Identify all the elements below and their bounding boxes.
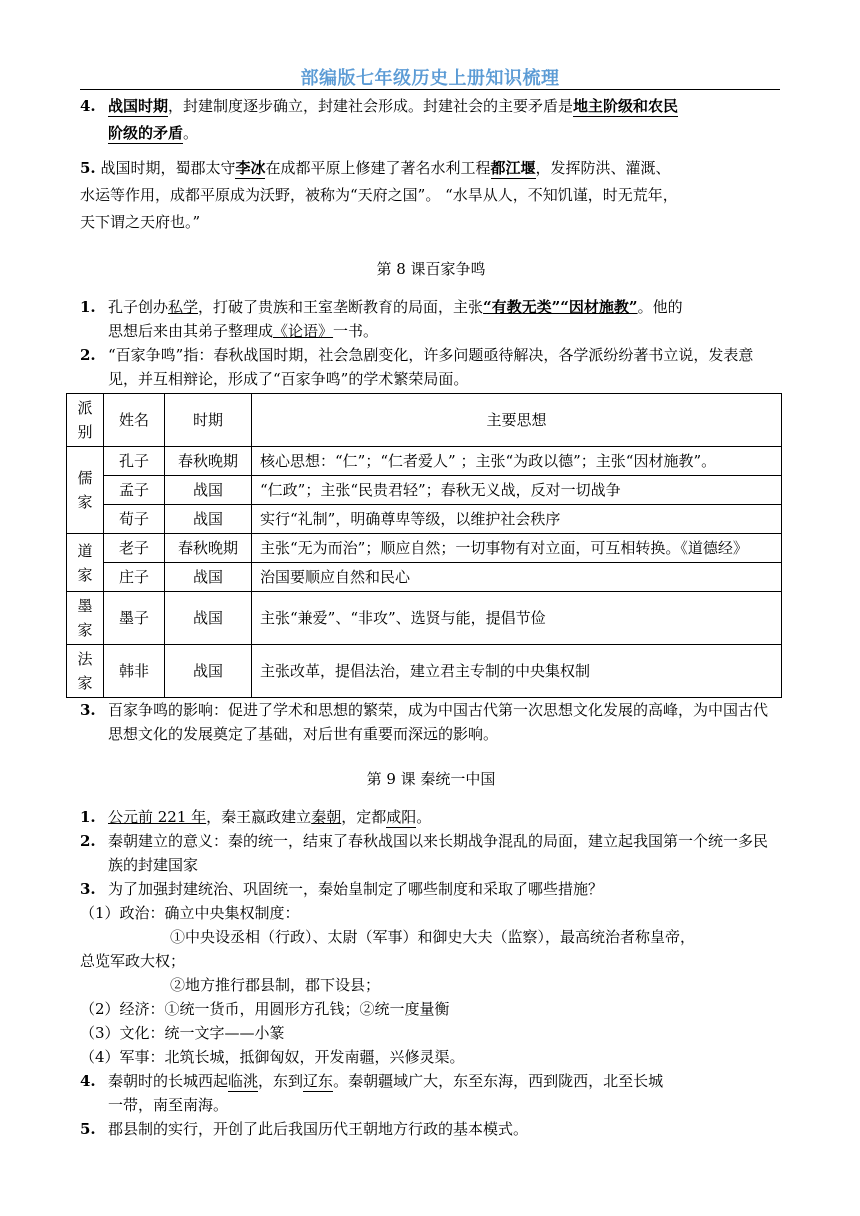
answer-blank: 临洮: [228, 1072, 259, 1090]
name-cell: 庄子: [104, 563, 165, 592]
l9-item-4: [80, 1069, 782, 1117]
text-span: 。: [416, 808, 432, 826]
period-cell: 战国: [165, 563, 252, 592]
l8-item-1: [80, 295, 782, 343]
idea-cell: 核心思想：“仁”；“仁者爱人” ；主张“为政以德”；主张“因材施教”。: [252, 447, 782, 476]
text-span: 秦朝建立的意义：秦的统一，结束了春秋战国以来长期战争混乱的局面，建立起我国第一个统一多民族的封建国家: [108, 832, 769, 874]
answer-blank: 李冰: [235, 159, 266, 177]
school-cell: 儒家: [67, 447, 104, 534]
underlined-term: 公元前 221 年: [108, 808, 207, 826]
text-span: 一带，南至南海。: [108, 1096, 229, 1114]
name-cell: 墨子: [104, 592, 165, 645]
answer-blank: 战国时期: [108, 97, 169, 115]
answer-blank: 阶级的矛盾: [108, 124, 184, 142]
header-divider: [80, 89, 780, 90]
period-cell: 春秋晚期: [165, 447, 252, 476]
l9-item-3: [80, 877, 782, 901]
answer-blank: 都江堰: [490, 159, 536, 177]
answer-blank: 地主阶级和农民: [573, 97, 679, 115]
text-span: 。他的: [637, 298, 683, 316]
idea-cell: 实行“礼制”，明确尊卑等级，以维护社会秩序: [252, 505, 782, 534]
table-row: [67, 505, 782, 534]
item-number: 1.: [80, 298, 96, 316]
period-cell: 战国: [165, 645, 252, 698]
text-span: ，封建制度逐步确立，封建社会形成。封建社会的主要矛盾是: [168, 97, 574, 115]
measure-politics-2: ②地方推行郡县制，郡下设县；: [170, 976, 381, 994]
table-row: [67, 592, 782, 645]
name-cell: 老子: [104, 534, 165, 563]
text-span: 郡县制的实行，开创了此后我国历代王朝地方行政的基本模式。: [108, 1120, 529, 1138]
school-cell: 法家: [67, 645, 104, 698]
text-span: ，发挥防洪、灌溉、: [535, 159, 671, 177]
idea-cell: “仁政”；主张“民贵君轻”；春秋无义战，反对一切战争: [252, 476, 782, 505]
item-number: 5.: [80, 159, 96, 177]
l9-item-2: [80, 829, 782, 877]
table-row: [67, 645, 782, 698]
name-cell: 韩非: [104, 645, 165, 698]
text-span: 百家争鸣的影响：促进了学术和思想的繁荣，成为中国古代第一次思想文化发展的高峰，为中国古代思想文化的发展奠定了基础，对后世有重要而深远的影响。: [108, 701, 769, 743]
item-number: 2.: [80, 346, 96, 364]
answer-blank: 辽东: [303, 1072, 334, 1090]
l8-item-3: [80, 698, 782, 746]
table-row: [67, 447, 782, 476]
period-cell: 春秋晚期: [165, 534, 252, 563]
lesson-9-title: 第 9 课 秦统一中国: [366, 770, 496, 788]
page-header-title: 部编版七年级历史上册知识梳理: [300, 68, 560, 89]
table-header-cell: 派别: [67, 394, 104, 447]
underlined-term: 私学: [168, 298, 199, 316]
l9-item-5: [80, 1117, 782, 1141]
idea-cell: 主张“无为而治”；顺应自然；一切事物有对立面，可互相转换。《道德经》: [252, 534, 782, 563]
underlined-term: 秦朝: [311, 808, 342, 826]
period-cell: 战国: [165, 476, 252, 505]
table-header-cell: 姓名: [104, 394, 165, 447]
table-header-cell: 时期: [165, 394, 252, 447]
measure-culture: （3）文化：统一文字——小篆: [80, 1024, 285, 1042]
table-row: [67, 534, 782, 563]
s7-item-4: [80, 93, 782, 147]
idea-cell: 主张“兼爱”、“非攻”、选贤与能，提倡节俭: [252, 592, 782, 645]
school-cell: 墨家: [67, 592, 104, 645]
text-span: 水运等作用，成都平原成为沃野，被称为“天府之国”。 “水旱从人，不知饥谨，时无荒年，: [80, 186, 678, 204]
table-row: [67, 476, 782, 505]
l8-item-2: [80, 343, 782, 391]
table-row: [67, 563, 782, 592]
text-span: 在成都平原上修建了著名水利工程: [265, 159, 491, 177]
text-span: ，秦王嬴政建立: [206, 808, 312, 826]
answer-blank: 咸阳: [386, 808, 417, 826]
item-number: 5.: [80, 1120, 96, 1138]
text-span: ，打破了贵族和王室垄断教育的局面，主张: [198, 298, 484, 316]
item-number: 1.: [80, 808, 96, 826]
period-cell: 战国: [165, 592, 252, 645]
item-number: 4.: [80, 97, 96, 115]
text-span: ，东到: [258, 1072, 304, 1090]
text-span: 为了加强封建统治、巩固统一，秦始皇制定了哪些制度和采取了哪些措施？: [108, 880, 604, 898]
text-span: “百家争鸣”指：春秋战国时期，社会急剧变化，许多问题亟待解决，各学派纷纷著书立说，发表意见，并互相辩论，形成了“百家争鸣”的学术繁荣局面。: [108, 346, 754, 388]
text-span: 孔子创办: [108, 298, 169, 316]
name-cell: 孔子: [104, 447, 165, 476]
idea-cell: 治国要顺应自然和民心: [252, 563, 782, 592]
measure-politics-1-cont: 总览军政大权；: [80, 952, 186, 970]
item-number: 3.: [80, 701, 96, 719]
document-body: [77, 93, 782, 1141]
school-cell: 道家: [67, 534, 104, 592]
table-header-cell: 主要思想: [252, 394, 782, 447]
period-cell: 战国: [165, 505, 252, 534]
table-header-row: [67, 394, 782, 447]
measure-politics: （1）政治：确立中央集权制度：: [80, 904, 300, 922]
measure-military: （4）军事：北筑长城，抵御匈奴，开发南疆，兴修灵渠。: [80, 1048, 465, 1066]
text-span: 思想后来由其弟子整理成: [108, 322, 274, 340]
text-span: 秦朝时的长城西起: [108, 1072, 229, 1090]
item-number: 4.: [80, 1072, 96, 1090]
text-span: 一书。: [333, 322, 379, 340]
item-number: 2.: [80, 832, 96, 850]
measure-economy: （2）经济：①统一货币，用圆形方孔钱；②统一度量衡: [80, 1000, 450, 1018]
lesson-8-title: 第 8 课百家争鸣: [376, 260, 486, 278]
text-span: 天下谓之天府也。”: [80, 213, 201, 231]
idea-cell: 主张改革，提倡法治，建立君主专制的中央集权制: [252, 645, 782, 698]
text-span: 战国时期，蜀郡太守: [100, 159, 236, 177]
underlined-term: 《论语》: [273, 322, 334, 340]
name-cell: 孟子: [104, 476, 165, 505]
text-span: ，定都: [341, 808, 387, 826]
l9-item-1: [80, 805, 782, 829]
measure-politics-1: ①中央设丞相（行政）、太尉（军事）和御史大夫（监察），最高统治者称皇帝，: [170, 928, 696, 946]
text-span: 。秦朝疆域广大，东至东海，西到陇西，北至长城: [333, 1072, 664, 1090]
item-number: 3.: [80, 880, 96, 898]
text-span: 。: [183, 124, 199, 142]
s7-item-5: [80, 155, 782, 236]
schools-table: [66, 393, 782, 698]
underlined-term: “有教无类”“因材施教”: [483, 298, 638, 316]
name-cell: 荀子: [104, 505, 165, 534]
